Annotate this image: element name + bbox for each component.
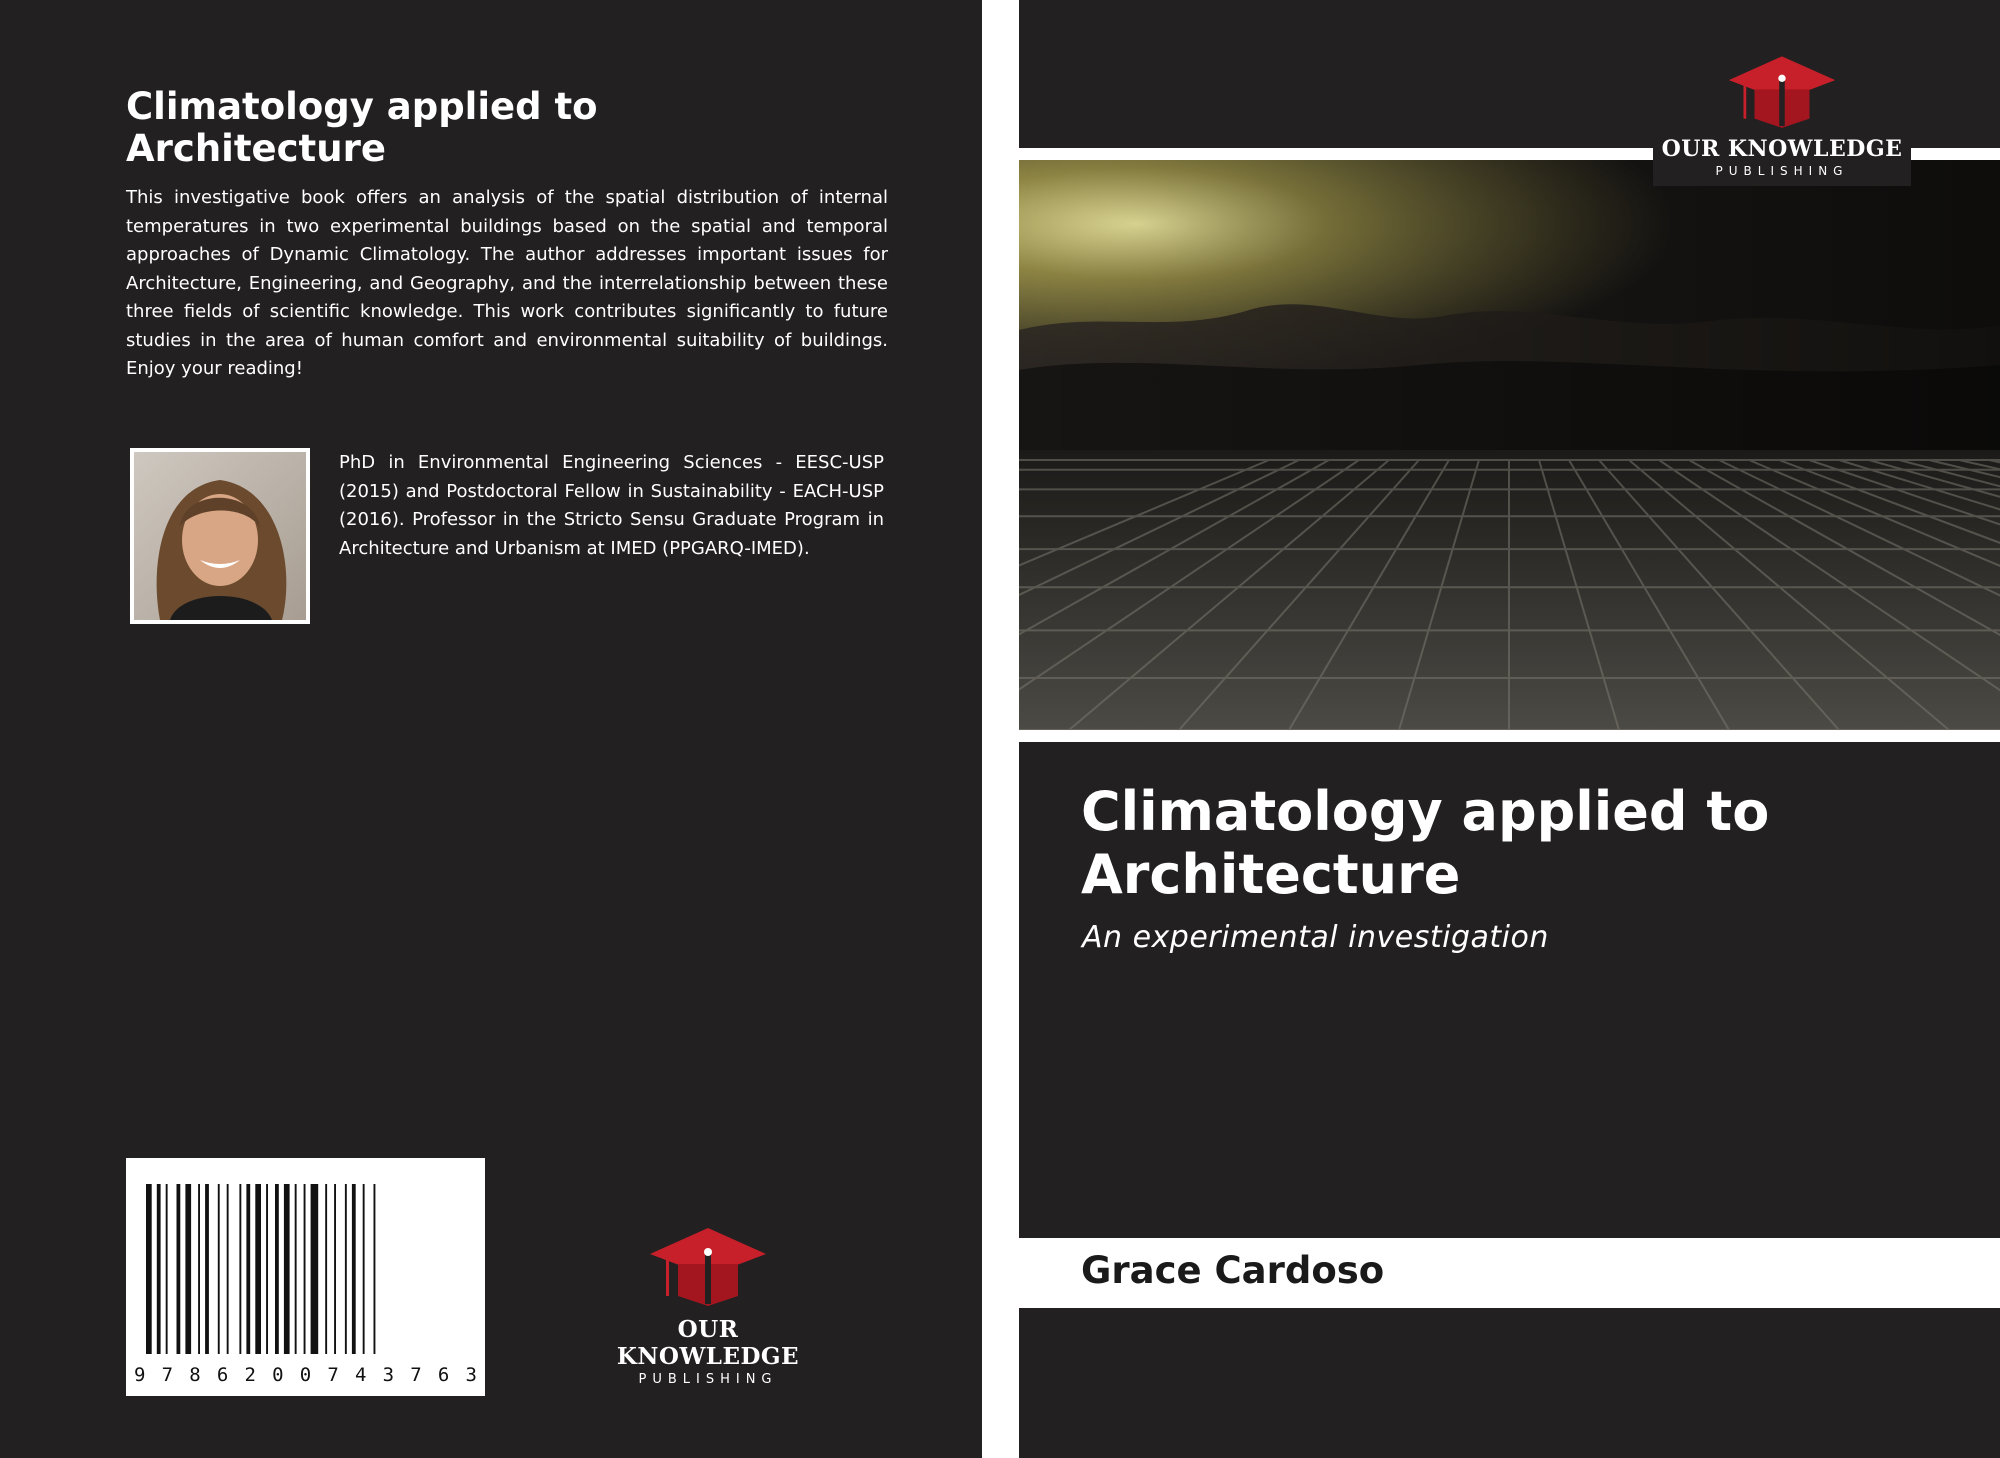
barcode-bar xyxy=(275,1184,279,1354)
barcode-bar xyxy=(325,1184,327,1354)
barcode-bar xyxy=(266,1184,268,1354)
publisher-logo-front xyxy=(1653,0,1911,186)
barcode-digit: 2 xyxy=(244,1364,256,1386)
barcode-digit: 7 xyxy=(161,1364,174,1386)
barcode-bar xyxy=(166,1184,168,1354)
publisher-tagline: PUBLISHING xyxy=(1715,164,1849,178)
front-cover-title: Climatology applied to Architecture xyxy=(1081,780,1770,906)
barcode-digit: 9 xyxy=(134,1364,146,1386)
barcode-bar xyxy=(284,1184,290,1354)
barcode-bar xyxy=(185,1184,191,1354)
barcode-digit: 3 xyxy=(382,1364,395,1386)
publisher-name: OUR KNOWLEDGE xyxy=(1661,136,1903,162)
publisher-logo-back xyxy=(588,1226,828,1387)
barcode-digit: 3 xyxy=(465,1364,477,1386)
barcode-bar xyxy=(255,1184,261,1354)
barcode-bar xyxy=(246,1184,250,1354)
barcode-bar xyxy=(239,1184,241,1354)
barcode-digit: 4 xyxy=(355,1364,367,1386)
publisher-tagline: PUBLISHING xyxy=(638,1372,778,1387)
author-photo xyxy=(130,448,310,624)
barcode-bar xyxy=(345,1184,347,1354)
barcode-bar xyxy=(304,1184,306,1354)
barcode-bar xyxy=(311,1184,319,1354)
barcode-bar xyxy=(198,1184,200,1354)
barcode-bar xyxy=(374,1184,376,1354)
stormy-sky-pavement-image xyxy=(1019,160,2000,730)
barcode-bar xyxy=(177,1184,181,1354)
front-cover-footer xyxy=(1019,1308,2000,1458)
graduation-cap-icon xyxy=(1727,54,1837,132)
barcode xyxy=(126,1158,485,1396)
barcode-bar xyxy=(146,1184,152,1354)
barcode-bar xyxy=(227,1184,229,1354)
back-cover-blurb: This investigative book offers an analysis of the spatial distribution of internal temperatures in two experimental buildings based on the spatial and temporal approaches of Dynamic Climatology. The author addresses important issues for Architecture, Engineering, and Geography, and the interrelationship between these three fields of scientific knowledge. This work contributes significantly to future studies in the area of human comfort and environmental suitability of buildings. Enjoy your reading! xyxy=(126,187,888,379)
barcode-digit: 7 xyxy=(327,1364,339,1386)
barcode-bar xyxy=(363,1184,365,1354)
barcode-digit: 7 xyxy=(410,1364,422,1386)
author-portrait-icon xyxy=(130,448,310,624)
author-bio: PhD in Environmental Engineering Sciences - EESC-USP (2015) and Postdoctoral Fellow in Sustainability - EACH-USP (2016). Professor in the Stricto Sensu Graduate Program in Architecture and Urbanism at IMED (PPGARQ-IMED). xyxy=(339,452,884,559)
barcode-bar xyxy=(157,1184,161,1354)
barcode-digit: 8 xyxy=(189,1364,201,1386)
barcode-bars xyxy=(126,1158,485,1358)
graduation-cap-icon xyxy=(648,1226,768,1310)
barcode-bar xyxy=(295,1184,297,1354)
barcode-digit: 0 xyxy=(299,1364,312,1386)
barcode-bar xyxy=(218,1184,220,1354)
back-cover-title: Climatology applied to Architecture xyxy=(126,85,598,170)
front-cover-subtitle: An experimental investigation xyxy=(1082,920,1549,955)
barcode-digits xyxy=(134,1364,477,1386)
front-cover-author: Grace Cardoso xyxy=(1081,1249,1385,1292)
back-cover xyxy=(0,0,982,1458)
barcode-digit: 6 xyxy=(437,1364,450,1386)
barcode-digit: 6 xyxy=(216,1364,229,1386)
publisher-name: OUR KNOWLEDGE xyxy=(616,1316,800,1370)
barcode-digit: 0 xyxy=(272,1364,284,1386)
barcode-bar xyxy=(334,1184,336,1354)
barcode-bar xyxy=(205,1184,209,1354)
cover-photo xyxy=(1019,160,2000,730)
barcode-bar xyxy=(352,1184,356,1354)
